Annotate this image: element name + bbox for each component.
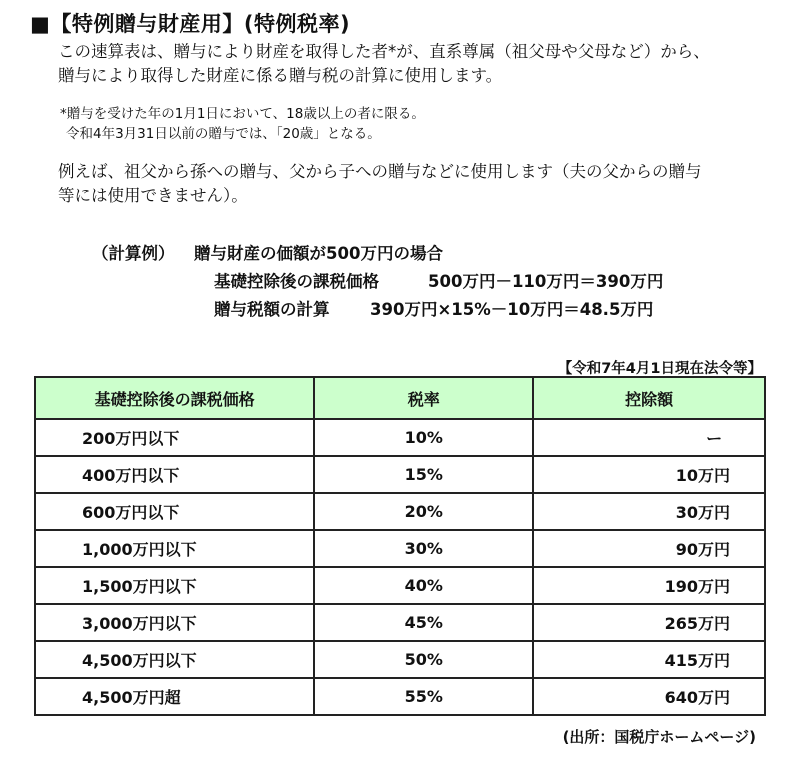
- cell-tax-rate: 20%: [314, 493, 533, 530]
- calc-label: （計算例）: [92, 244, 175, 263]
- cell-taxable-amount: 200万円以下: [35, 419, 314, 456]
- calc-line-3-label: 贈与税額の計算: [214, 300, 330, 319]
- table-row: [35, 641, 765, 678]
- cell-taxable-amount: 4,500万円以下: [35, 641, 314, 678]
- cell-taxable-amount: 3,000万円以下: [35, 604, 314, 641]
- page-title: ■【特例贈与財産用】(特例税率): [30, 12, 351, 36]
- header-tax-rate: 税率: [314, 377, 533, 419]
- source-note: (出所：国税庁ホームページ): [562, 728, 756, 746]
- cell-tax-rate: 10%: [314, 419, 533, 456]
- calc-line-2-label: 基礎控除後の課税価格: [214, 272, 379, 291]
- calc-line-3-value: 390万円×15%－10万円＝48.5万円: [370, 300, 654, 319]
- table-row: [35, 567, 765, 604]
- calc-line-2-value: 500万円－110万円＝390万円: [428, 272, 664, 291]
- note-line-2: 令和4年3月31日以前の贈与では、「20歳」となる。: [66, 126, 381, 142]
- cell-deduction: 30万円: [533, 493, 765, 530]
- cell-tax-rate: 50%: [314, 641, 533, 678]
- cell-taxable-amount: 600万円以下: [35, 493, 314, 530]
- cell-deduction: 90万円: [533, 530, 765, 567]
- cell-tax-rate: 15%: [314, 456, 533, 493]
- intro-line-2: 贈与により取得した財産に係る贈与税の計算に使用します。: [58, 66, 503, 85]
- cell-deduction: 190万円: [533, 567, 765, 604]
- cell-taxable-amount: 4,500万円超: [35, 678, 314, 715]
- note-line-1: *贈与を受けた年の1月1日において、18歳以上の者に限る。: [60, 106, 425, 122]
- header-taxable-amount: 基礎控除後の課税価格: [35, 377, 314, 419]
- table-row: [35, 456, 765, 493]
- table-row: [35, 530, 765, 567]
- as-of-date: 【令和7年4月1日現在法令等】: [557, 361, 762, 377]
- cell-deduction: 265万円: [533, 604, 765, 641]
- table-row: [35, 604, 765, 641]
- example-line-2: 等には使用できません）。: [58, 186, 248, 205]
- tax-rate-table: [34, 376, 766, 716]
- cell-taxable-amount: 1,000万円以下: [35, 530, 314, 567]
- cell-taxable-amount: 400万円以下: [35, 456, 314, 493]
- cell-taxable-amount: 1,500万円以下: [35, 567, 314, 604]
- cell-tax-rate: 45%: [314, 604, 533, 641]
- cell-tax-rate: 55%: [314, 678, 533, 715]
- example-line-1: 例えば、祖父から孫への贈与、父から子への贈与などに使用します（夫の父からの贈与: [58, 162, 702, 181]
- cell-deduction: 10万円: [533, 456, 765, 493]
- cell-deduction: ー: [533, 419, 765, 456]
- table-row: [35, 493, 765, 530]
- table-row: [35, 419, 765, 456]
- table-header-row: [35, 377, 765, 419]
- cell-tax-rate: 30%: [314, 530, 533, 567]
- table-row: [35, 678, 765, 715]
- cell-deduction: 415万円: [533, 641, 765, 678]
- intro-line-1: この速算表は、贈与により財産を取得した者*が、直系尊属（祖父母や父母など）から、: [58, 42, 710, 61]
- cell-deduction: 640万円: [533, 678, 765, 715]
- header-deduction: 控除額: [533, 377, 765, 419]
- cell-tax-rate: 40%: [314, 567, 533, 604]
- calc-line-1: 贈与財産の価額が500万円の場合: [194, 244, 443, 263]
